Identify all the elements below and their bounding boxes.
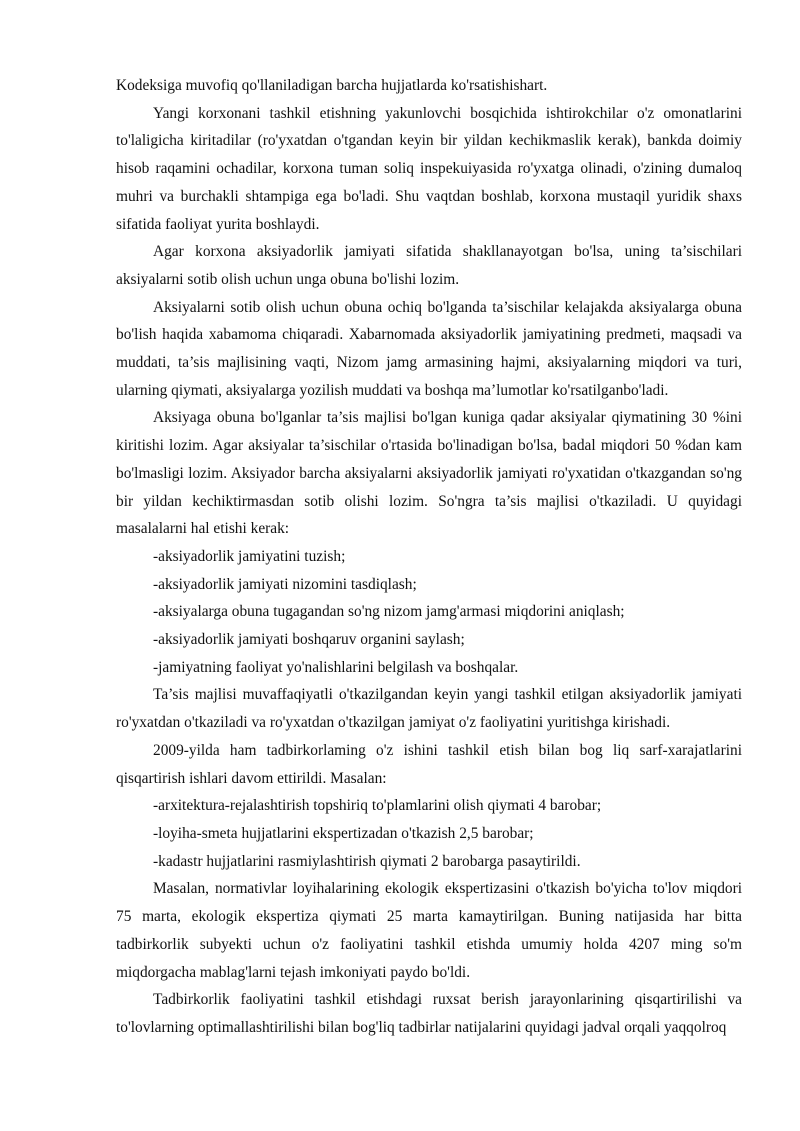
- paragraph-cost-reduction: 2009-yilda ham tadbirkorlaming o'z ishini tashkil etish bilan bog liq sarf-xarajatlarini qisqartirish ishlari davom ettirildi. Masalan:: [116, 741, 742, 787]
- paragraph-share-payment: Aksiyaga obuna bo'lganlar ta’sis majlisi bo'lgan kuniga qadar aksiyalar qiymatining 30 %ini kiritishi lozim. Agar aksiyalar ta’sischilar o'rtasida bo'linadigan bo'lsa, badal miqdori 50 %dan kam bo'lmasligi lozim. Aksiyador barcha aksiyalarni aksiyadorlik jamiyati ro'yxatidan o'tkazgandan so'ng bir yildan kechiktirmasdan sotib olishi lozim. So'ngra ta’sis majlisi o'tkaziladi. U quyidagi masalalarni hal etishi kerak:: [116, 409, 742, 538]
- document-body: [116, 72, 742, 1042]
- paragraph-ecological-expertise: Masalan, normativlar loyihalarining ekologik ekspertizasini o'tkazish bo'yicha to'lov miqdori 75 marta, ekologik ekspertiza qiymati 25 marta kamaytirilgan. Buning natijasida har bitta tadbirkorlik subyekti uchun o'z faoliyatini tashkil etishda umumiy holda 4207 ming so'm miqdorgacha mablag'larni tejash imkoniyati paydo bo'ldi.: [116, 880, 742, 981]
- paragraph-final-stage: Yangi korxonani tashkil etishning yakunlovchi bosqichida ishtirokchilar o'z omonatlarini to'laligicha kiritadilar (ro'yxatdan o'tgandan keyin bir yildan kechikmaslik kerak), bankda doimiy hisob raqamini ochadilar, korxona tuman soliq inspekuiyasida ro'yxatga olinadi, o'zining dumaloq muhri va burchakli shtampiga ega bo'ladi. Shu vaqtdan boshlab, korxona mustaqil yuridik shaxs sifatida faoliyat yurita boshlaydi.: [116, 104, 742, 233]
- list-item: -aksiyadorlik jamiyatini tuzish;: [153, 547, 346, 565]
- paragraph-registration: Ta’sis majlisi muvaffaqiyatli o'tkazilgandan keyin yangi tashkil etilgan aksiyadorlik jamiyati ro'yxatdan o'tkaziladi va ro'yxatdan o'tkazilgan jamiyat o'z faoliyatini yuritishga kirishadi.: [116, 686, 742, 732]
- paragraph-permits-optimization: Tadbirkorlik faoliyatini tashkil etishdagi ruxsat berish jarayonlarining qisqartirilishi va to'lovlarning optimallashtirilishi bilan bog'liq tadbirlar natijalarini quyidagi jadval orqali yaqqolroq: [116, 991, 742, 1036]
- paragraph-continuation: Kodeksiga muvofiq qo'llaniladigan barcha hujjatlarda ko'rsatishishart.: [116, 77, 548, 94]
- paragraph-joint-stock: Agar korxona aksiyadorlik jamiyati sifatida shakllanayotgan bo'lsa, uning ta’sischilari aksiyalarni sotib olish uchun unga obuna bo'lishi lozim.: [116, 243, 742, 288]
- list-item: -kadastr hujjatlarini rasmiylashtirish qiymati 2 barobarga pasaytirildi.: [153, 852, 581, 870]
- list-item: -aksiyadorlik jamiyati nizomini tasdiqlash;: [153, 575, 417, 593]
- list-item: -loyiha-smeta hujjatlarini ekspertizadan o'tkazish 2,5 barobar;: [153, 824, 534, 842]
- list-item: -aksiyalarga obuna tugagandan so'ng nizom jamg'armasi miqdorini aniqlash;: [153, 603, 625, 621]
- paragraph-subscription-notice: Aksiyalarni sotib olish uchun obuna ochiq bo'lganda ta’sischilar kelajakda aksiyalarga obuna bo'lish haqida xabamoma chiqaradi. Xabarnomada aksiyadorlik jamiyatining predmeti, maqsadi va muddati, ta’sis majlisining vaqti, Nizom jamg armasining hajmi, aksiyalarning miqdori va turi, ularning qiymati, aksiyalarga yozilish muddati va boshqa ma’lumotlar ko'rsatilganbo'ladi.: [116, 298, 742, 399]
- list-item: -aksiyadorlik jamiyati boshqaruv organini saylash;: [153, 631, 465, 649]
- list-item: -jamiyatning faoliyat yo'nalishlarini belgilash va boshqalar.: [153, 658, 519, 676]
- list-item: -arxitektura-rejalashtirish topshiriq to'plamlarini olish qiymati 4 barobar;: [153, 797, 602, 815]
